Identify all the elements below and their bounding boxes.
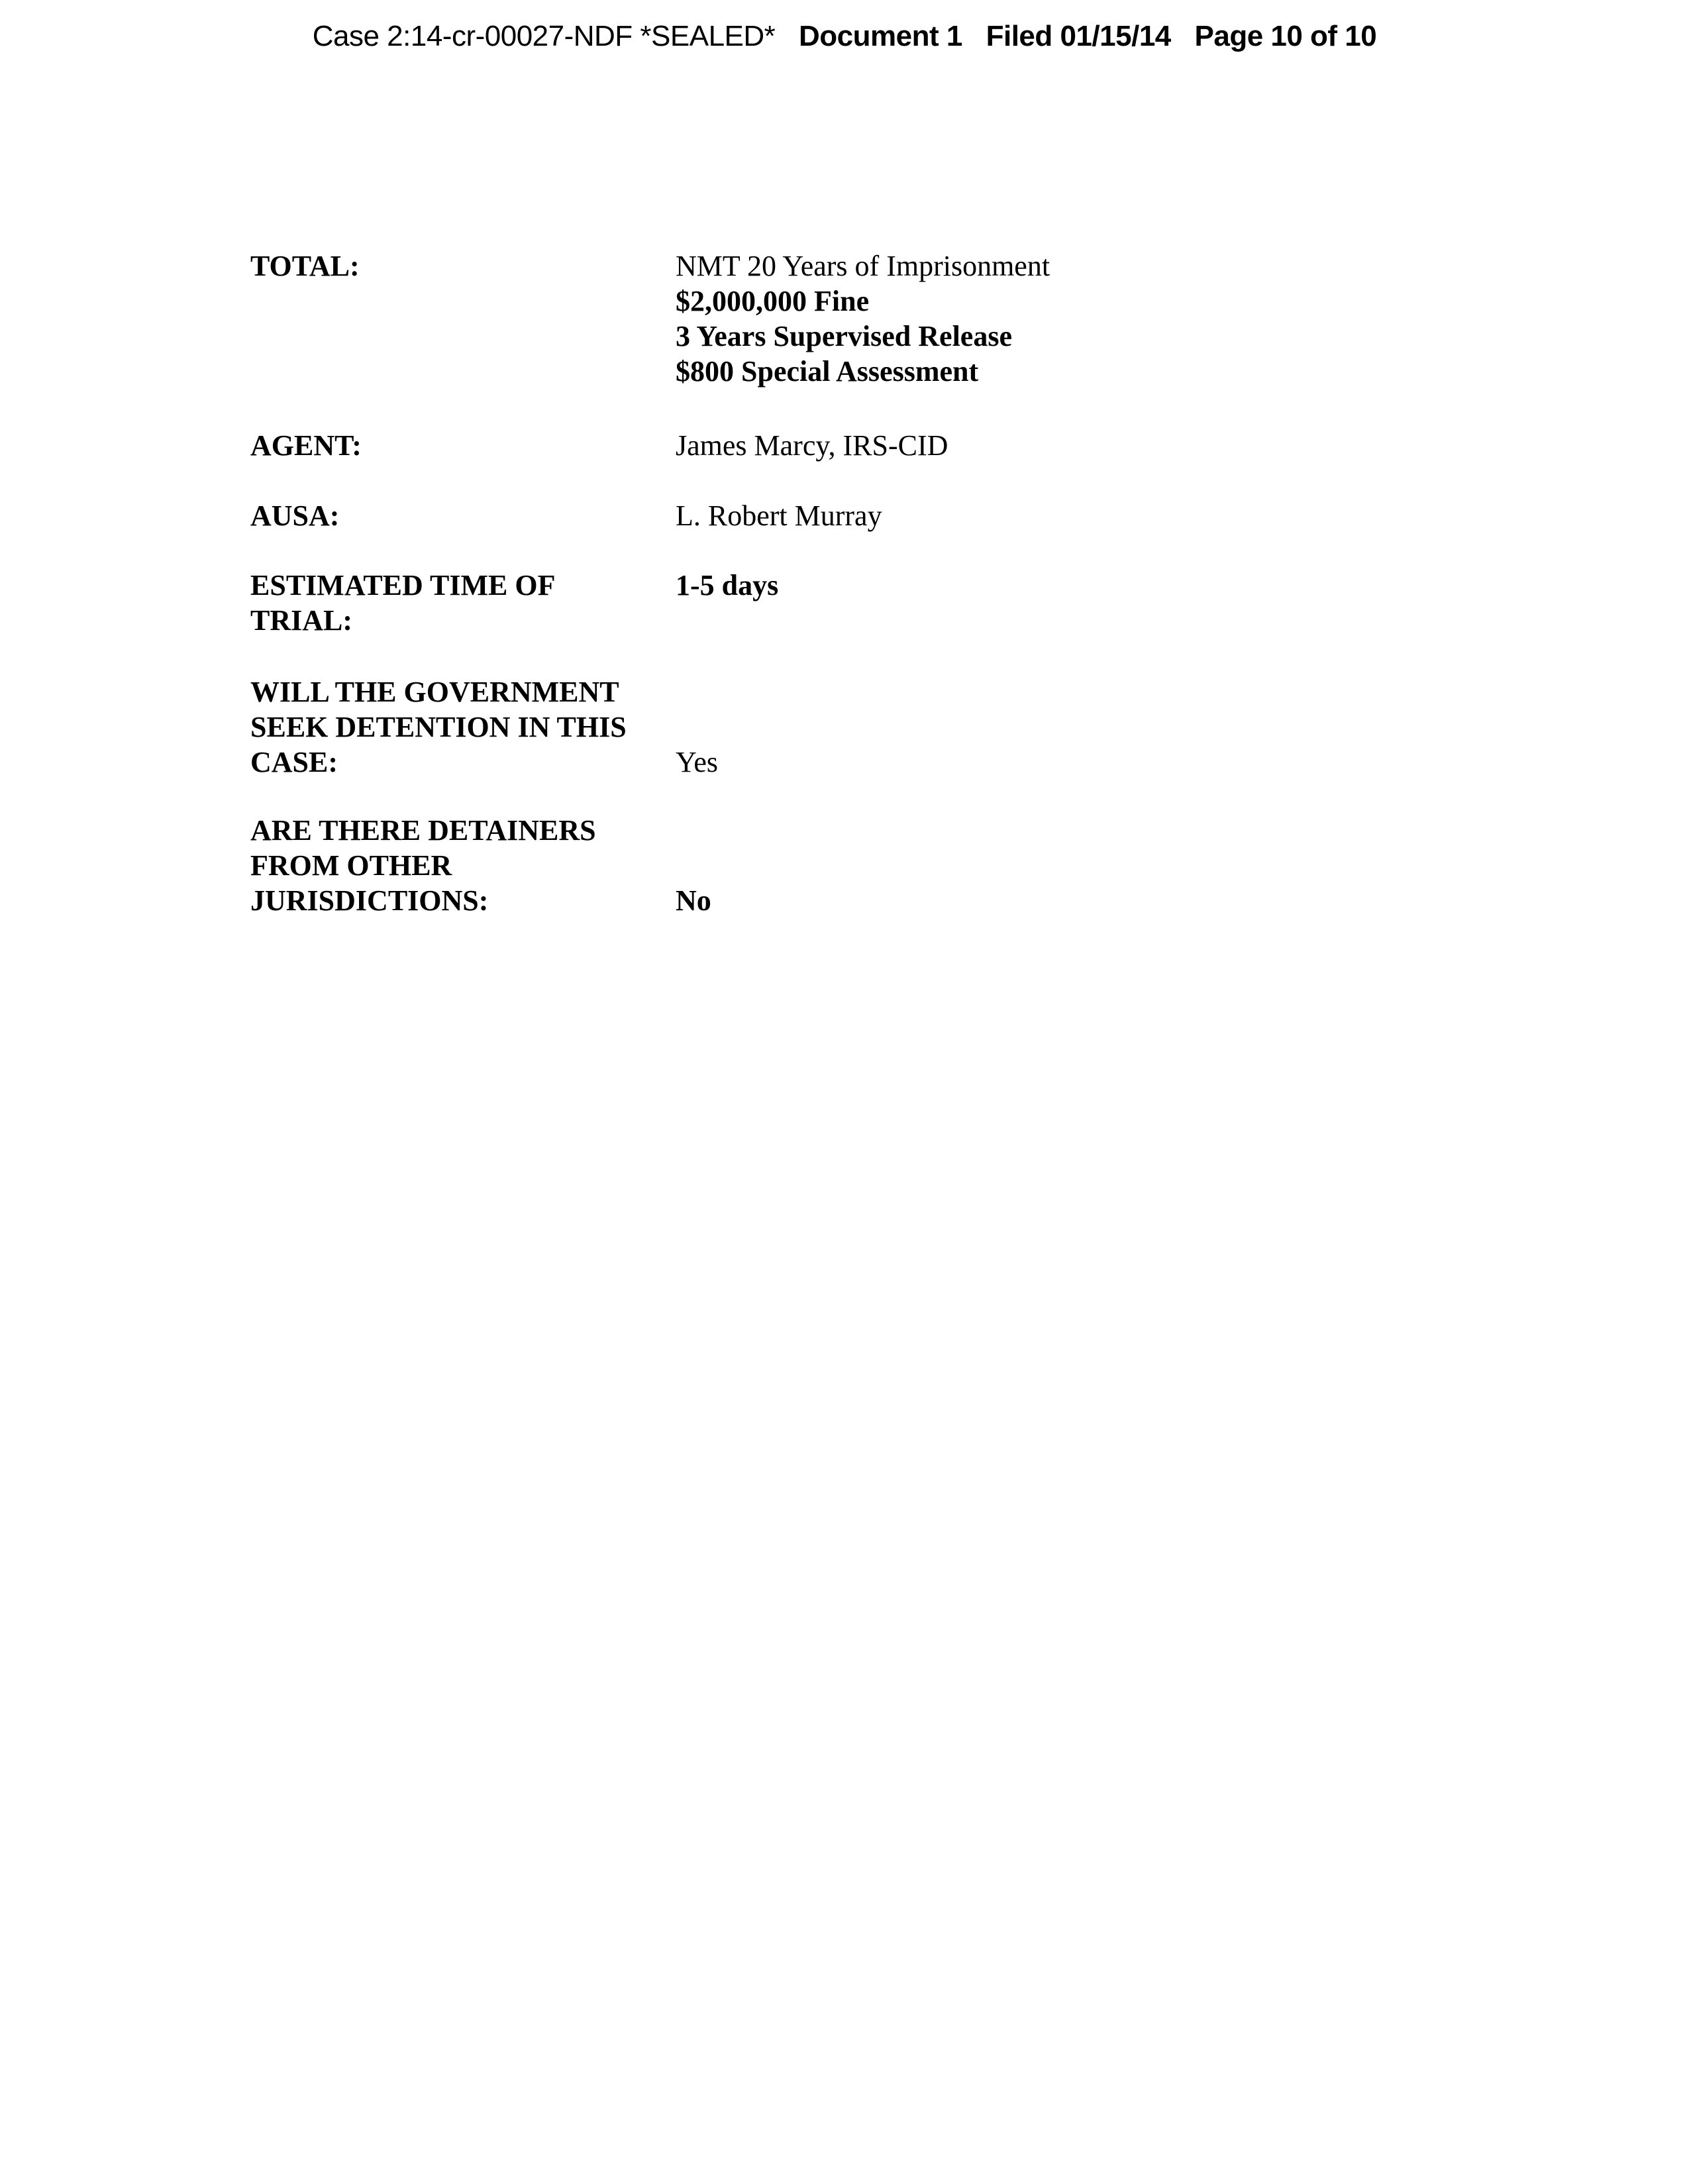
total-supervised-release: 3 Years Supervised Release xyxy=(676,320,1012,352)
document-number: Document 1 xyxy=(799,20,962,52)
filed-date: Filed 01/15/14 xyxy=(986,20,1171,52)
trial-time-label xyxy=(250,568,674,638)
trial-time-label-line: ESTIMATED TIME OF xyxy=(250,569,556,601)
case-number: Case 2:14-cr-00027-NDF *SEALED* xyxy=(312,20,776,52)
total-value xyxy=(676,248,1272,389)
detention-label-line: CASE: xyxy=(250,746,338,778)
page-number: Page 10 of 10 xyxy=(1194,20,1377,52)
total-special-assessment: $800 Special Assessment xyxy=(676,355,979,388)
ausa-value: L. Robert Murray xyxy=(676,499,882,532)
detainers-label-line: FROM OTHER xyxy=(250,849,452,882)
detainers-label-line: JURISDICTIONS: xyxy=(250,884,489,917)
detention-label xyxy=(250,674,674,780)
total-label: TOTAL: xyxy=(250,250,360,282)
total-imprisonment: NMT 20 Years of Imprisonment xyxy=(676,250,1050,282)
detention-label-line: WILL THE GOVERNMENT xyxy=(250,676,619,708)
ausa-label: AUSA: xyxy=(250,499,340,532)
agent-value: James Marcy, IRS-CID xyxy=(676,429,948,462)
detainers-label xyxy=(250,813,674,918)
detention-label-line: SEEK DETENTION IN THIS xyxy=(250,711,627,743)
detainers-label-line: ARE THERE DETAINERS xyxy=(250,814,596,847)
page-header xyxy=(0,20,1689,53)
agent-label: AGENT: xyxy=(250,429,362,462)
trial-time-value: 1-5 days xyxy=(676,569,779,601)
total-fine: $2,000,000 Fine xyxy=(676,285,870,317)
trial-time-label-line: TRIAL: xyxy=(250,604,353,637)
detention-value: Yes xyxy=(676,746,719,778)
detainers-value: No xyxy=(676,884,711,917)
